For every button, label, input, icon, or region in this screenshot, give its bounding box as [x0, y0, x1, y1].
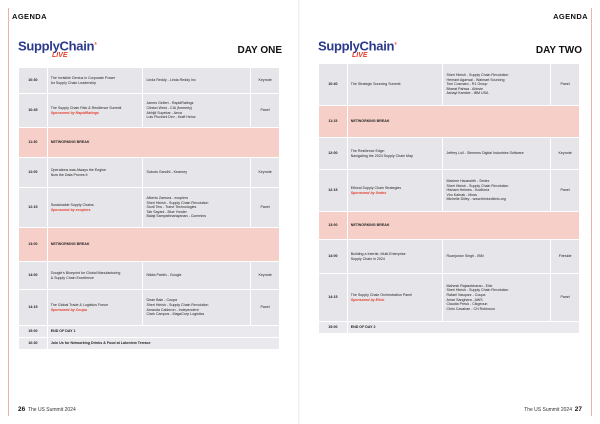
- sponsor-label: Sponsored by RapidRatings: [50, 110, 99, 115]
- speaker-name: Scott Tew - Trane Technologies: [146, 205, 197, 210]
- speaker-name: Michelle Dilley - www.thinkedibrio.org: [446, 197, 506, 202]
- speaker-name: Sheri Hinish - Supply Chain Revolution: [446, 183, 509, 188]
- agenda-table-day-two: [318, 63, 580, 334]
- break-row: [19, 128, 280, 158]
- time-cell: 15:00: [319, 322, 348, 334]
- speaker-name: Nikita Parikh - Google: [146, 273, 182, 278]
- page-footer: [524, 406, 582, 413]
- end-label: END OF DAY 2: [347, 322, 579, 334]
- time-cell: 10:40: [319, 64, 348, 106]
- session-title-line: Navigating the 2024 Supply Chain Map: [350, 153, 414, 158]
- logo-live: LIVE: [52, 52, 68, 60]
- speaker-name: Abhijit Supekar - Aeva: [146, 110, 182, 115]
- time-cell: 10:45: [19, 94, 48, 128]
- time-cell: 12:15: [319, 170, 348, 212]
- format-cell: Keynote: [551, 138, 580, 170]
- page-footer: [18, 406, 76, 413]
- speaker-name: Ruanjunior Singh - IBM: [446, 254, 484, 259]
- session-cell: [47, 188, 143, 228]
- session-title-line: Operations was Always the Engine: [50, 167, 107, 172]
- time-cell: 14:15: [19, 290, 48, 326]
- session-cell: [347, 138, 443, 170]
- session-title-line: Supply Chain in 2024: [350, 256, 385, 261]
- session-cell: [47, 94, 143, 128]
- supplychain-live-logo: [318, 37, 397, 59]
- speaker-name: Rafael Vasquez - Coupa: [446, 292, 486, 297]
- time-cell: 13:00: [19, 228, 48, 262]
- agenda-label: AGENDA: [553, 12, 588, 21]
- speaker-name: Ashayl Kamble - IBM USA: [446, 91, 489, 96]
- break-label: NETWORKING BREAK: [347, 212, 579, 240]
- end-label: END OF DAY 1: [47, 326, 279, 338]
- session-row: [319, 64, 580, 106]
- session-cell: [47, 158, 143, 188]
- logo-tm: ®: [94, 41, 97, 46]
- session-row: [19, 290, 280, 326]
- time-cell: 14:00: [19, 262, 48, 290]
- speakers-cell: [143, 68, 251, 94]
- speaker-name: Viru Kahrak - Moss: [446, 192, 477, 197]
- speaker-name: Sheri Hinish - Supply Chain Revolution: [446, 288, 509, 293]
- session-cell: [347, 274, 443, 322]
- session-title-line: The Invisible Genius in Corporate Power: [50, 75, 116, 80]
- speaker-name: Maxime Hauswirth - Sedex: [446, 179, 490, 184]
- session-cell: [347, 240, 443, 274]
- speaker-name: Sheri Hinish - Supply Chain Revolution: [146, 200, 209, 205]
- session-cell: [347, 170, 443, 212]
- right-page: [300, 0, 600, 424]
- speaker-name: Sheri Hinish - Supply Chain Revolution: [446, 73, 509, 78]
- speaker-name: Tab Sayani - Blue Yonder: [146, 209, 187, 214]
- time-cell: 13:00: [319, 212, 348, 240]
- left-margin-rule: [8, 8, 9, 416]
- time-cell: 12:00: [19, 158, 48, 188]
- speaker-name: James Gellert - RapidRatings: [146, 101, 194, 106]
- speaker-name: Amanda Calderon - Independent: [146, 307, 199, 312]
- speaker-name: Dean Bain - Coupa: [146, 298, 178, 303]
- speaker-name: Subotu Gandhi - Kearney: [146, 170, 188, 175]
- format-cell: Panel: [251, 94, 280, 128]
- time-cell: 12:15: [19, 188, 48, 228]
- speakers-cell: [143, 290, 251, 326]
- end-row: [319, 322, 580, 334]
- time-cell: 12:00: [319, 138, 348, 170]
- session-row: [19, 158, 280, 188]
- page-number: 27: [574, 406, 582, 413]
- format-cell: Keynote: [251, 68, 280, 94]
- time-cell: 14:15: [319, 274, 348, 322]
- format-cell: Panel: [251, 290, 280, 326]
- speaker-name: Claudia Preuk - Cikgeoun: [446, 302, 488, 307]
- logo-text: SupplyChain: [318, 38, 395, 54]
- time-cell: 15:00: [19, 326, 48, 338]
- speakers-cell: [143, 94, 251, 128]
- session-row: [19, 68, 280, 94]
- session-title-line: Building a Intertie, Multi-Enterprise: [350, 251, 406, 256]
- speakers-cell: [143, 262, 251, 290]
- speakers-cell: [443, 64, 551, 106]
- sponsor-label: Sponsored by Sedex: [350, 190, 387, 195]
- session-cell: [47, 262, 143, 290]
- footer-title: The US Summit 2024: [27, 407, 76, 413]
- logo-text: SupplyChain: [18, 38, 95, 54]
- session-row: [319, 170, 580, 212]
- break-row: [19, 228, 280, 262]
- speaker-name: Alberto Zamora - ecopiers: [146, 196, 189, 201]
- speaker-name: Jeffrey Lull - Siemens Digital Industries Software: [446, 151, 524, 156]
- format-cell: Keynote: [251, 158, 280, 188]
- session-cell: [47, 68, 143, 94]
- time-cell: 16:30: [19, 338, 48, 350]
- break-row: [319, 106, 580, 138]
- speaker-name: Sheri Hinish - Supply Chain Revolution: [146, 302, 209, 307]
- format-cell: Panel: [551, 64, 580, 106]
- speaker-name: Clark Campos - MagaCorp Logistics: [146, 312, 205, 317]
- session-cell: [47, 290, 143, 326]
- supplychain-live-logo: [18, 37, 97, 59]
- time-cell: 11:30: [19, 128, 48, 158]
- break-label: NETWORKING BREAK: [47, 228, 279, 262]
- logo-tm: ®: [394, 41, 397, 46]
- session-title-line: Sustainable Supply Chains: [50, 202, 94, 207]
- day-title: DAY TWO: [535, 45, 582, 56]
- session-row: [319, 240, 580, 274]
- footer-title: The US Summit 2024: [524, 407, 572, 413]
- speaker-name: Toni Cosmaro - R1 Group: [446, 82, 488, 87]
- session-row: [19, 94, 280, 128]
- session-row: [19, 262, 280, 290]
- speaker-name: Bharat Pahwa - Abbvie: [446, 86, 484, 91]
- speaker-name: Balaji Sampathnarayanan - Cummins: [146, 214, 207, 219]
- format-cell: Panel: [551, 170, 580, 212]
- session-title-line: for Supply Chain Leadership: [50, 80, 97, 85]
- speakers-cell: [143, 188, 251, 228]
- end-row: [19, 338, 280, 350]
- speaker-name: Hisham Helmes - Kodiforia: [446, 188, 490, 193]
- speaker-name: Linda Reddy - Linda Reddy Inc: [146, 78, 196, 83]
- format-cell: Panel: [251, 188, 280, 228]
- speakers-cell: [443, 170, 551, 212]
- day-title: DAY ONE: [237, 45, 282, 56]
- speakers-cell: [443, 274, 551, 322]
- speaker-name: Chris Cavahan - CH Robinson: [446, 306, 495, 311]
- page-number: 26: [18, 406, 26, 413]
- session-title-line: The Strategic Sourcing Summit: [350, 82, 401, 87]
- agenda-table-day-one: [18, 67, 280, 350]
- session-cell: [347, 64, 443, 106]
- right-margin-rule: [591, 8, 592, 416]
- time-cell: 14:00: [319, 240, 348, 274]
- sponsor-label: Sponsored by ecopiers: [50, 207, 91, 212]
- speaker-name: Amar Sanghera - AWS: [446, 297, 483, 302]
- session-row: [19, 188, 280, 228]
- session-row: [319, 274, 580, 322]
- end-label: Join Us for Networking Drinks & Food at Lakeview Terrace: [47, 338, 279, 350]
- session-title-line: & Supply Chain Excellence: [50, 275, 94, 280]
- session-title-line: The Supply Chain Risk & Resilience Summit: [50, 105, 122, 110]
- break-label: NETWORKING BREAK: [347, 106, 579, 138]
- speakers-cell: [443, 240, 551, 274]
- session-row: [319, 138, 580, 170]
- sponsor-label: Sponsored by Elixir: [350, 297, 385, 302]
- format-cell: Keynote: [251, 262, 280, 290]
- time-cell: 11:15: [319, 106, 348, 138]
- agenda-label: AGENDA: [12, 12, 47, 21]
- speakers-cell: [443, 138, 551, 170]
- session-title-line: The Resilience Edge:: [350, 148, 385, 153]
- session-title-line: Ethical Supply Chain Strategies: [350, 185, 402, 190]
- sponsor-label: Sponsored by Coupa: [50, 307, 87, 312]
- speaker-name: Clinton West - CIA (formerly): [146, 105, 193, 110]
- session-title-line: The Global Trade & Logistics Forum: [50, 302, 109, 307]
- speaker-name: Luis Piccinini Dev - Kraft Heinz: [146, 115, 196, 120]
- session-title-line: The Supply Chain Orchestration Panel: [350, 292, 413, 297]
- break-label: NETWORKING BREAK: [47, 128, 279, 158]
- logo-live: LIVE: [352, 52, 368, 60]
- format-cell: Fireside: [551, 240, 580, 274]
- speaker-name: Mahesh Rajasekharan - Elixr: [446, 283, 493, 288]
- format-cell: Panel: [551, 274, 580, 322]
- speakers-cell: [143, 158, 251, 188]
- end-row: [19, 326, 280, 338]
- speaker-name: Hemant Agarwal - Walmart Sourcing: [446, 77, 505, 82]
- session-title-line: Now the Data Proves it: [50, 172, 88, 177]
- break-row: [319, 212, 580, 240]
- time-cell: 10:30: [19, 68, 48, 94]
- session-title-line: Google's Blueprint for Global Manufacturing: [50, 270, 121, 275]
